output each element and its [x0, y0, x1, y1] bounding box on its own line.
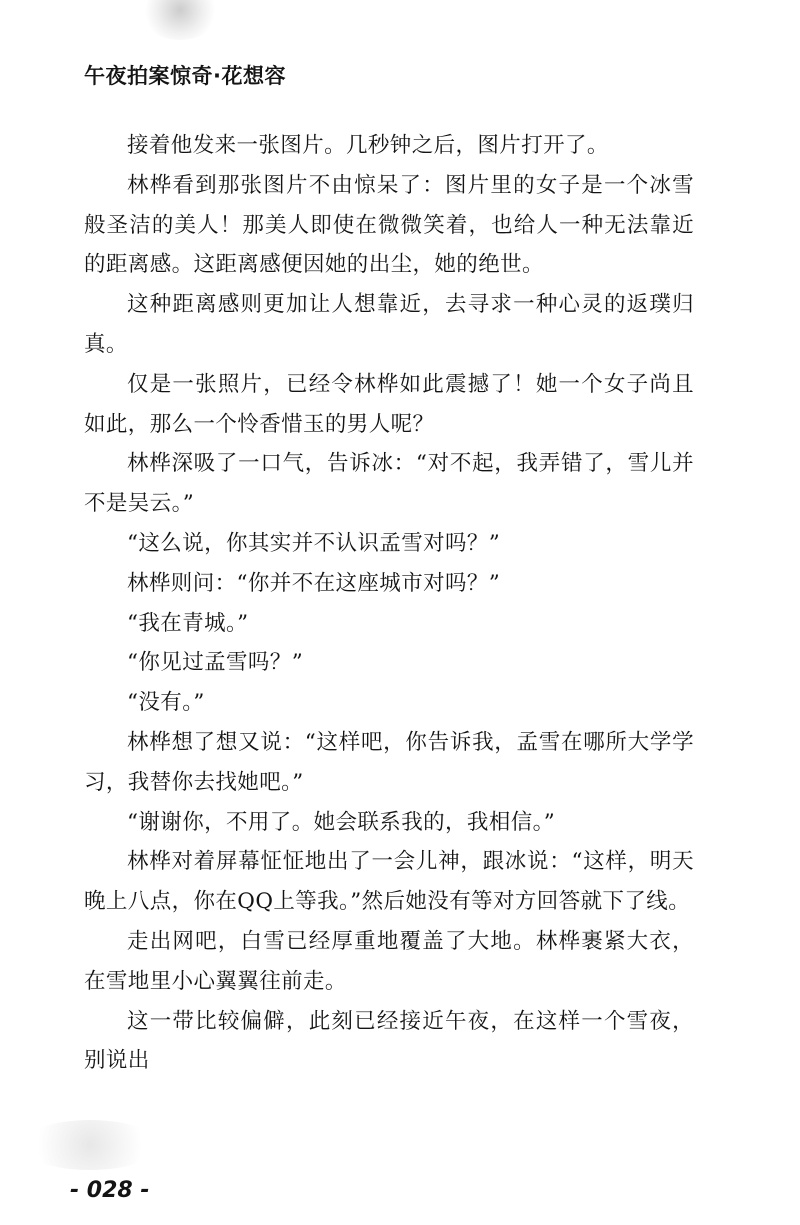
- paragraph: 林桦深吸了一口气，告诉冰：“对不起，我弄错了，雪儿并不是吴云。”: [84, 451, 694, 517]
- paragraph: 林桦对着屏幕怔怔地出了一会儿神，跟冰说：“这样，明天晚上八点，你在QQ上等我。”然后她没有等对方回答就下了线。: [84, 849, 694, 915]
- body-text: [84, 126, 694, 1081]
- paragraph: “谢谢你，不用了。她会联系我的，我相信。”: [127, 809, 556, 835]
- paragraph: 走出网吧，白雪已经厚重地覆盖了大地。林桦裹紧大衣，在雪地里小心翼翼往前走。: [84, 928, 694, 994]
- running-head: 午夜拍案惊奇·花想容: [84, 64, 286, 88]
- paragraph: 接着他发来一张图片。几秒钟之后，图片打开了。: [127, 133, 609, 158]
- scan-smudge-top: [140, 0, 220, 40]
- page-number: - 028 -: [70, 1178, 150, 1203]
- paragraph: 这一带比较偏僻，此刻已经接近午夜，在这样一个雪夜，别说出: [84, 1008, 694, 1074]
- paragraph: “我在青城。”: [127, 610, 249, 636]
- paragraph: “这么说，你其实并不认识孟雪对吗？”: [127, 530, 501, 556]
- scan-smudge-bottom: [20, 1120, 160, 1170]
- paragraph: 仅是一张照片，已经令林桦如此震撼了！她一个女子尚且如此，那么一个怜香惜玉的男人呢？: [84, 371, 694, 437]
- paragraph: 这种距离感则更加让人想靠近，去寻求一种心灵的返璞归真。: [84, 292, 694, 357]
- paragraph: 林桦则问：“你并不在这座城市对吗？”: [127, 570, 501, 596]
- paragraph: 林桦想了想又说：“这样吧，你告诉我，孟雪在哪所大学学习，我替你去找她吧。”: [84, 729, 694, 795]
- paragraph: “你见过孟雪吗？”: [127, 650, 304, 676]
- paragraph: “没有。”: [127, 690, 205, 716]
- paragraph: 林桦看到那张图片不由惊呆了：图片里的女子是一个冰雪般圣洁的美人！那美人即使在微微笑着，也给人一种无法靠近的距离感。这距离感便因她的出尘，她的绝世。: [84, 172, 694, 278]
